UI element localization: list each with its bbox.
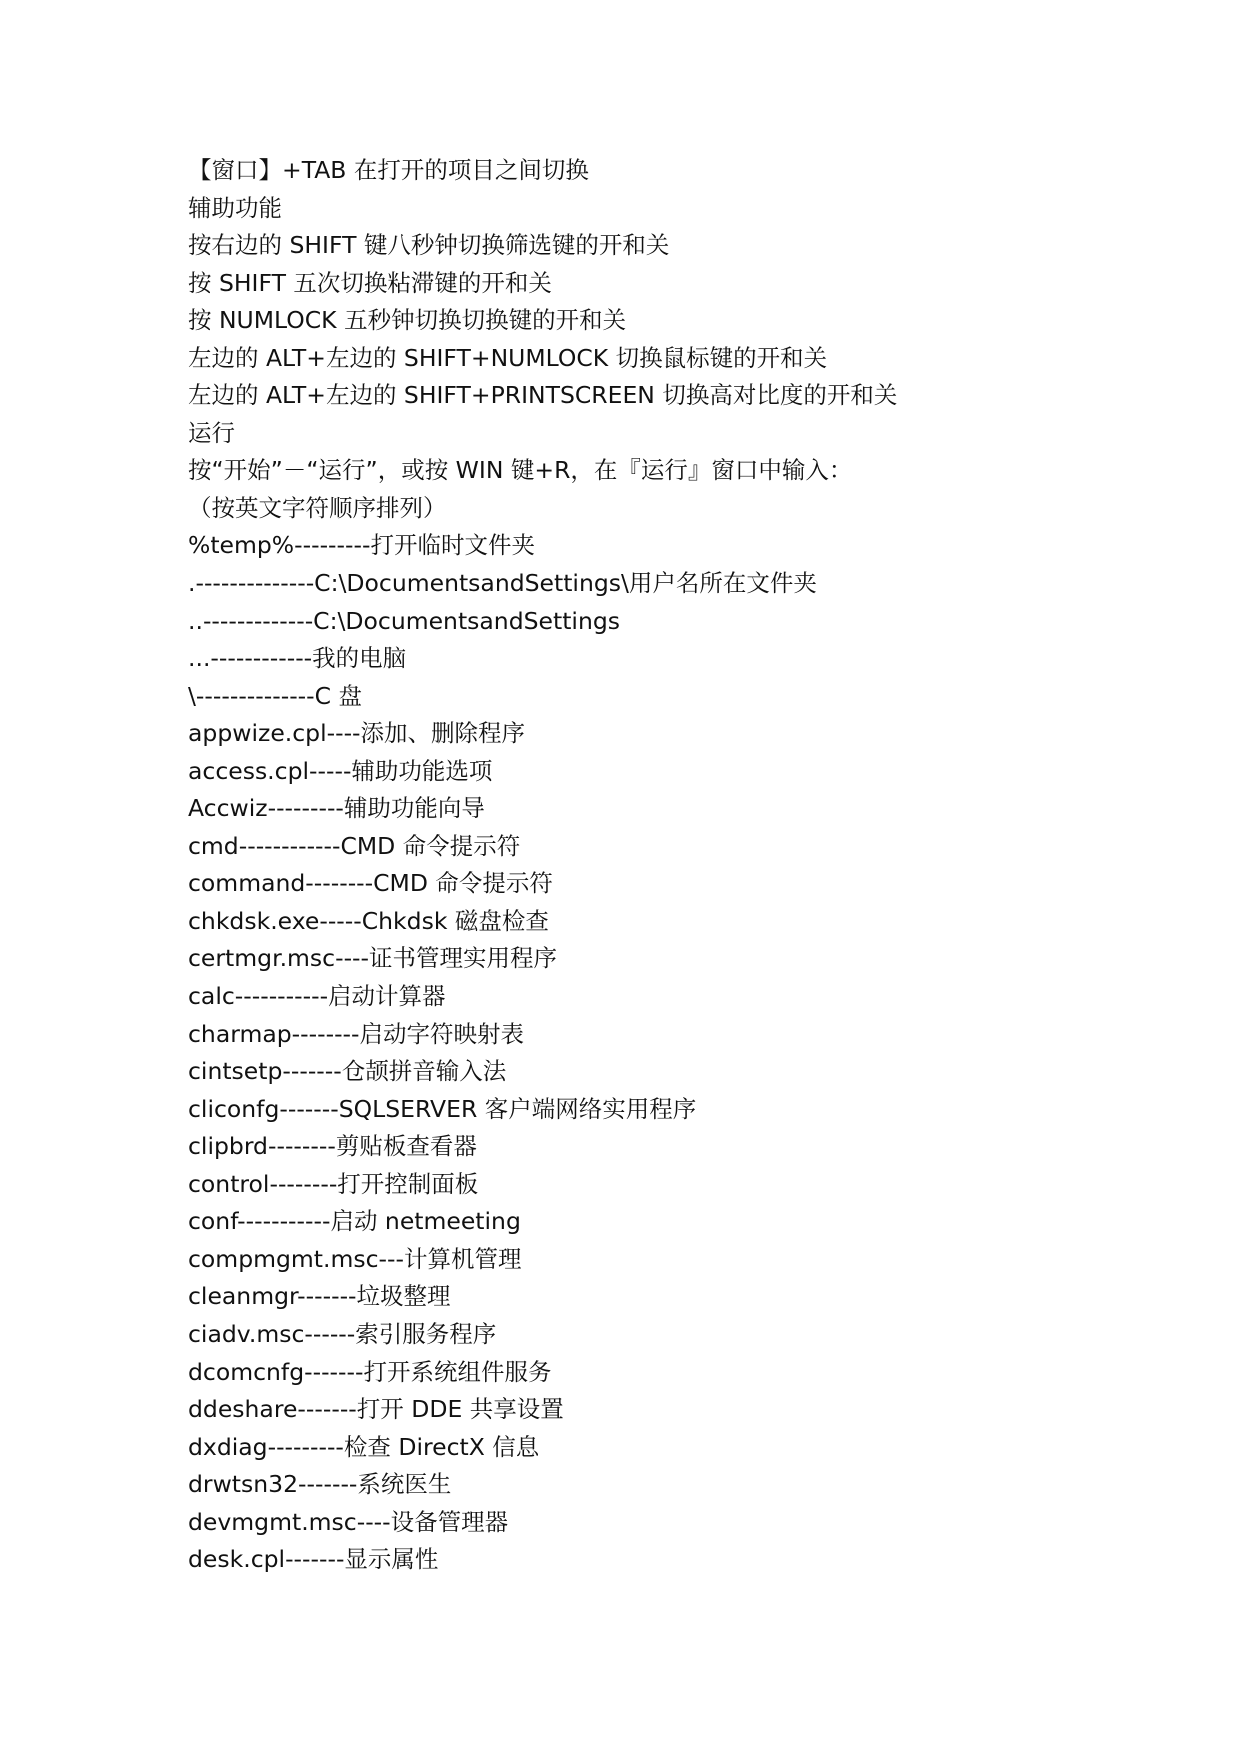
text-line: cliconfg-------SQLSERVER 客户端网络实用程序 [188, 1094, 697, 1123]
text-line: 按右边的 SHIFT 键八秒钟切换筛选键的开和关 [188, 231, 670, 260]
text-line: 左边的 ALT+左边的 SHIFT+NUMLOCK 切换鼠标键的开和关 [188, 343, 828, 372]
text-line: %temp%---------打开临时文件夹 [188, 531, 535, 560]
text-line: 按 NUMLOCK 五秒钟切换切换键的开和关 [188, 306, 627, 335]
text-line: drwtsn32-------系统医生 [188, 1470, 452, 1499]
text-line: ciadv.msc------索引服务程序 [188, 1319, 497, 1348]
document-text [188, 152, 1188, 1579]
text-line: cintsetp-------仓颉拼音输入法 [188, 1057, 507, 1086]
text-line: conf-----------启动 netmeeting [188, 1207, 521, 1236]
text-line: ..-------------C:\DocumentsandSettings [188, 606, 621, 635]
text-line: 按 SHIFT 五次切换粘滞键的开和关 [188, 268, 552, 297]
text-line: control--------打开控制面板 [188, 1169, 479, 1198]
text-line: devmgmt.msc----设备管理器 [188, 1507, 509, 1536]
text-line: 辅助功能 [188, 193, 282, 222]
text-line: chkdsk.exe-----Chkdsk 磁盘检查 [188, 906, 549, 935]
text-line: 运行 [188, 418, 235, 447]
text-line: desk.cpl-------显示属性 [188, 1545, 439, 1574]
text-line: ddeshare-------打开 DDE 共享设置 [188, 1395, 564, 1424]
text-line: dxdiag---------检查 DirectX 信息 [188, 1432, 540, 1461]
text-line: 【窗口】+TAB 在打开的项目之间切换 [188, 156, 589, 184]
text-line: appwize.cpl----添加、删除程序 [188, 719, 526, 748]
text-line: cmd------------CMD 命令提示符 [188, 831, 521, 860]
text-line: clipbrd--------剪贴板查看器 [188, 1132, 477, 1161]
text-line: access.cpl-----辅助功能选项 [188, 756, 493, 785]
text-line: .--------------C:\DocumentsandSettings\用户名所在文件夹 [188, 569, 817, 598]
text-line: 左边的 ALT+左边的 SHIFT+PRINTSCREEN 切换高对比度的开和关 [188, 381, 898, 410]
text-line: Accwiz---------辅助功能向导 [188, 794, 485, 823]
text-line: （按英文字符顺序排列） [188, 493, 447, 522]
text-line: cleanmgr-------垃圾整理 [188, 1282, 451, 1311]
text-line: 按“开始”－“运行”，或按 WIN 键+R，在『运行』窗口中输入： [188, 456, 853, 485]
text-line: ...------------我的电脑 [188, 644, 407, 673]
text-line: \--------------C 盘 [188, 681, 363, 710]
text-line: certmgr.msc----证书管理实用程序 [188, 944, 558, 973]
text-line: charmap--------启动字符映射表 [188, 1019, 525, 1048]
text-line: dcomcnfg-------打开系统组件服务 [188, 1357, 552, 1386]
text-line: command--------CMD 命令提示符 [188, 869, 553, 898]
text-line: compmgmt.msc---计算机管理 [188, 1244, 522, 1273]
text-line: calc-----------启动计算器 [188, 982, 446, 1011]
